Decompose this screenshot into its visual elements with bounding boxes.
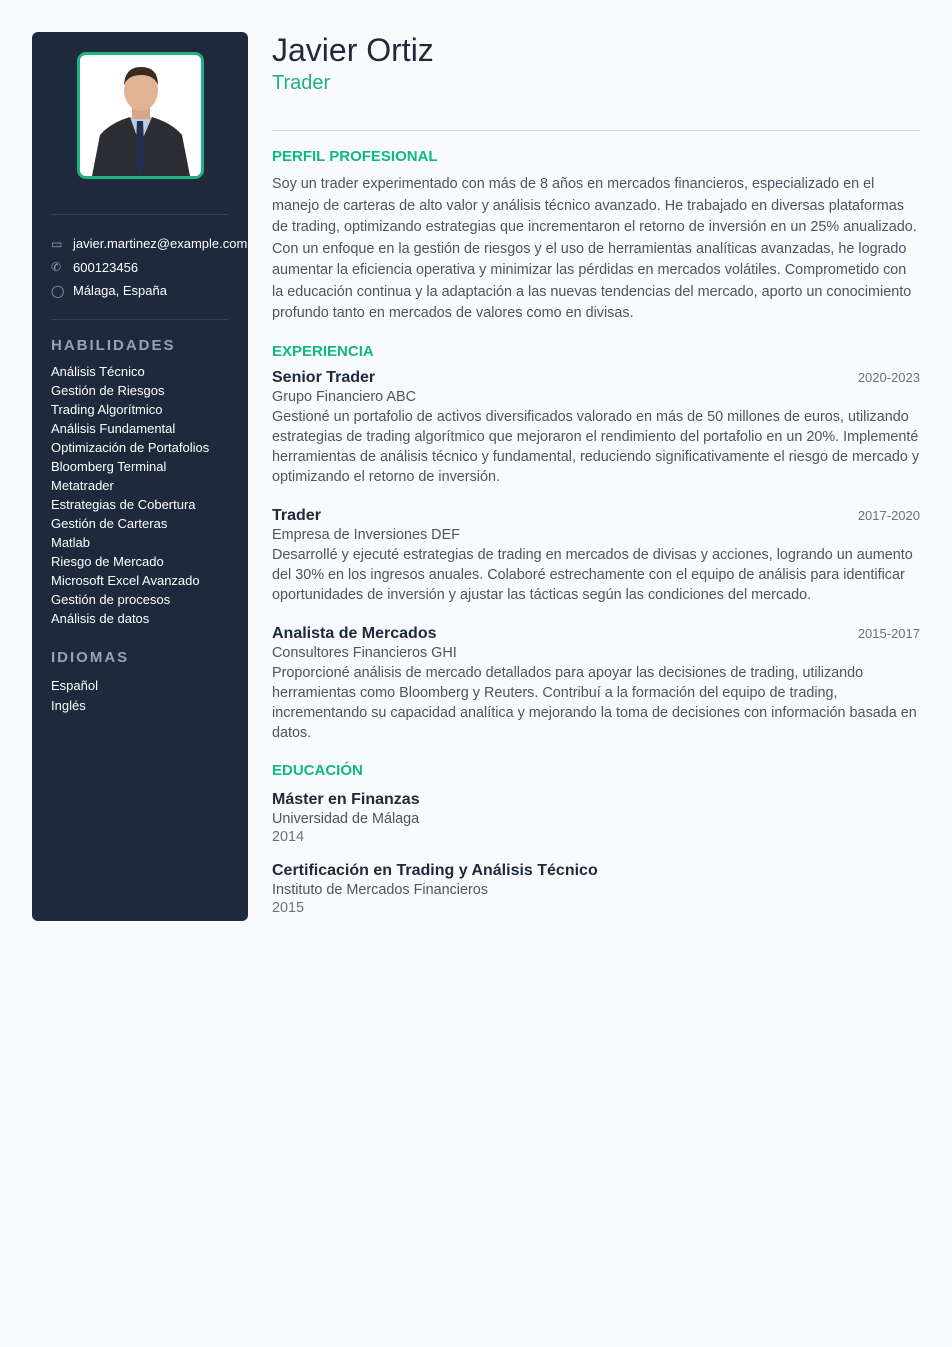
skill-item: Gestión de Riesgos <box>51 383 165 398</box>
role: Trader <box>272 72 331 94</box>
profile-text: Soy un trader experimentado con más de 8 años en mercados financieros, especializado en el manejo de carteras de alto valor y análisis técnico avanzado. He trabajado en diversas plataformas de trading, optimizando estrategias que incrementaron el retorno de inversión en un 25% anualizado. Con un enfoque en la gestión de riesgos y el uso de herramientas analíticas avanzadas, he logrado aumentar la eficiencia operativa y minimizar las pérdidas en mercados volátiles. Comprometido con la educación continua y la adaptación a las nuevas tendencias del mercado, aporto un conocimiento profundo tanto en mercados de valores como en divisas. <box>272 176 917 321</box>
skill-item: Matlab <box>51 535 91 550</box>
experience-list <box>272 369 920 743</box>
skill-item: Bloomberg Terminal <box>51 459 167 474</box>
divider <box>51 214 228 215</box>
year: 2015 <box>272 899 305 916</box>
phone-icon: ✆ <box>51 260 62 275</box>
divider <box>51 319 228 320</box>
education-title: EDUCACIÓN <box>272 761 363 779</box>
sidebar <box>32 32 248 921</box>
location: Málaga, España <box>73 283 167 299</box>
job-title: Trader <box>272 506 321 524</box>
school: Instituto de Mercados Financieros <box>272 881 488 898</box>
languages-list <box>51 676 209 715</box>
skill-item: Análisis Técnico <box>51 364 145 379</box>
skills-title: HABILIDADES <box>51 337 176 354</box>
skill-item: Trading Algorítmico <box>51 402 163 417</box>
skill-item: Riesgo de Mercado <box>51 554 164 569</box>
profile-title: PERFIL PROFESIONAL <box>272 148 438 165</box>
job-entry <box>272 369 920 487</box>
job-description: Gestioné un portafolio de activos diversificados valorado en más de 50 millones de euros, utilizando estrategias de trading algorítmico que mejoraron el rendimiento del portafolio en un 20%. Implementé herramientas de análisis técnico y fundamental, reduciendo significativamente el riesgo de mercado y optimizando el retorno de inversión. <box>272 408 920 485</box>
degree: Máster en Finanzas <box>272 790 420 808</box>
phone[interactable]: 600123456 <box>73 259 139 275</box>
profile-photo <box>77 52 204 179</box>
language-item: Español <box>51 678 98 693</box>
degree: Certificación en Trading y Análisis Técnico <box>272 861 598 879</box>
languages-title: IDIOMAS <box>51 649 130 666</box>
job-company: Consultores Financieros GHI <box>272 644 457 661</box>
job-title: Senior Trader <box>272 368 376 386</box>
contact-info <box>51 232 247 303</box>
skill-item: Análisis Fundamental <box>51 421 176 436</box>
email[interactable]: javier.martinez@example.com <box>73 236 248 252</box>
job-dates: 2020-2023 <box>857 369 920 385</box>
job-dates: 2017-2020 <box>857 507 920 523</box>
divider <box>272 130 920 131</box>
year: 2014 <box>272 828 305 845</box>
name: Javier Ortiz <box>272 32 434 68</box>
skill-item: Estrategias de Cobertura <box>51 497 196 512</box>
skill-item: Análisis de datos <box>51 611 150 626</box>
job-title: Analista de Mercados <box>272 624 437 642</box>
job-company: Grupo Financiero ABC <box>272 388 416 405</box>
job-entry <box>272 625 920 743</box>
skill-item: Gestión de Carteras <box>51 516 168 531</box>
job-description: Desarrollé y ejecuté estrategias de trading en mercados de divisas y acciones, logrando un aumento del 30% en los ingresos anuales. Colaboré estrechamente con el equipo de análisis para identificar oportunidades de inversión y ajustar las tácticas según las condiciones del mercado. <box>272 546 913 603</box>
school: Universidad de Málaga <box>272 810 420 827</box>
job-description: Proporcioné análisis de mercado detallados para apoyar las decisiones de trading, utilizando herramientas como Bloomberg y Reuters. Contribuí a la formación del equipo de trading, incrementando su capacidad analítica y mejorando la toma de decisiones con información basada en datos. <box>272 664 917 741</box>
skill-item: Metatrader <box>51 478 114 493</box>
job-dates: 2015-2017 <box>857 625 920 641</box>
skill-item: Microsoft Excel Avanzado <box>51 573 200 588</box>
skills-list <box>51 362 209 628</box>
education-entry <box>272 791 920 846</box>
language-item: Inglés <box>51 697 86 713</box>
skill-item: Gestión de procesos <box>51 592 171 607</box>
education-entry <box>272 862 920 917</box>
education-list <box>272 791 920 917</box>
job-entry <box>272 507 920 605</box>
experience-title: EXPERIENCIA <box>272 342 374 360</box>
location-icon: ◯ <box>51 283 65 298</box>
skill-item: Optimización de Portafolios <box>51 440 210 455</box>
main-content <box>272 32 920 933</box>
email-icon: ▭ <box>51 236 63 251</box>
job-company: Empresa de Inversiones DEF <box>272 526 460 543</box>
